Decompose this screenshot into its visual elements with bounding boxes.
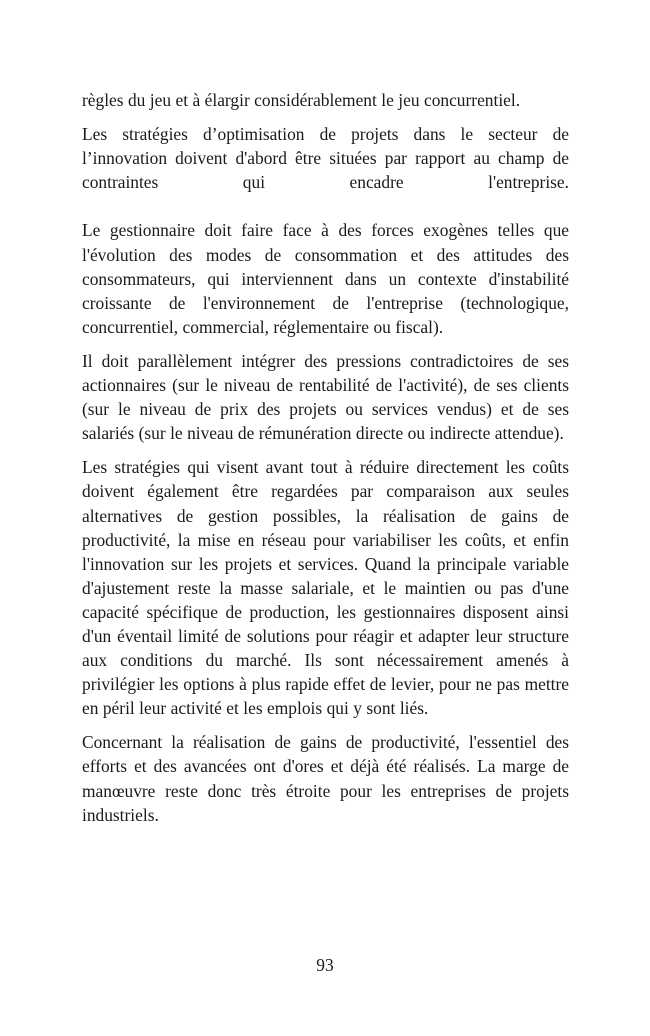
paragraph-5: Concernant la réalisation de gains de productivité, l'essentiel des efforts et des avancées ont d'ores et déjà été réalisés. La marge de manœuvre reste donc très étroite pour les entreprises de projets industriels. (82, 732, 569, 825)
paragraph-3: Il doit parallèlement intégrer des pressions contradictoires de ses actionnaires (sur le niveau de rentabilité de l'activité), de ses clients (sur le niveau de prix des projets ou services vendus) et de ses salariés (sur le niveau de rémunération directe ou indirecte attendue). (82, 350, 569, 444)
paragraph-4: Les stratégies qui visent avant tout à réduire directement les coûts doivent également être regardées par comparaison aux seules alternatives de gestion possibles, la réalisation de gains de productivité, la mise en réseau pour variabiliser les coûts, et enfin l'innovation sur les projets et services. Quand la principale variable d'ajustement reste la masse salariale, et le maintien ou pas d'une capacité spécifique de production, les gestionnaires disposent ainsi d'un éventail limité de solutions pour réagir et adapter leur structure aux conditions du marché. Ils sont nécessairement amenés à privilégier les options à plus rapide effet de levier, pour ne pas mettre en péril leur activité et les emplois qui y sont liés. (82, 457, 569, 719)
paragraph-2-segment-1: Les stratégies d’optimisation de projets dans le secteur de l’innovation doivent d'abord être situées par rapport au champ de contraintes qui encadre l'entreprise. (82, 124, 569, 193)
paragraph-2 (82, 122, 569, 339)
page-number: 93 (316, 955, 334, 975)
paragraph-1: règles du jeu et à élargir considérablement le jeu concurrentiel. (82, 90, 521, 110)
paragraph-2-segment-2: Le gestionnaire doit faire face à des forces exogènes telles que l'évolution des modes de consommation et des attitudes des consommateurs, qui interviennent dans un contexte d'instabilité croissante de l'environnement de l'entreprise (technologique, concurrentiel, commercial, réglementaire ou fiscal). (82, 220, 569, 337)
body-text-block (82, 88, 569, 827)
